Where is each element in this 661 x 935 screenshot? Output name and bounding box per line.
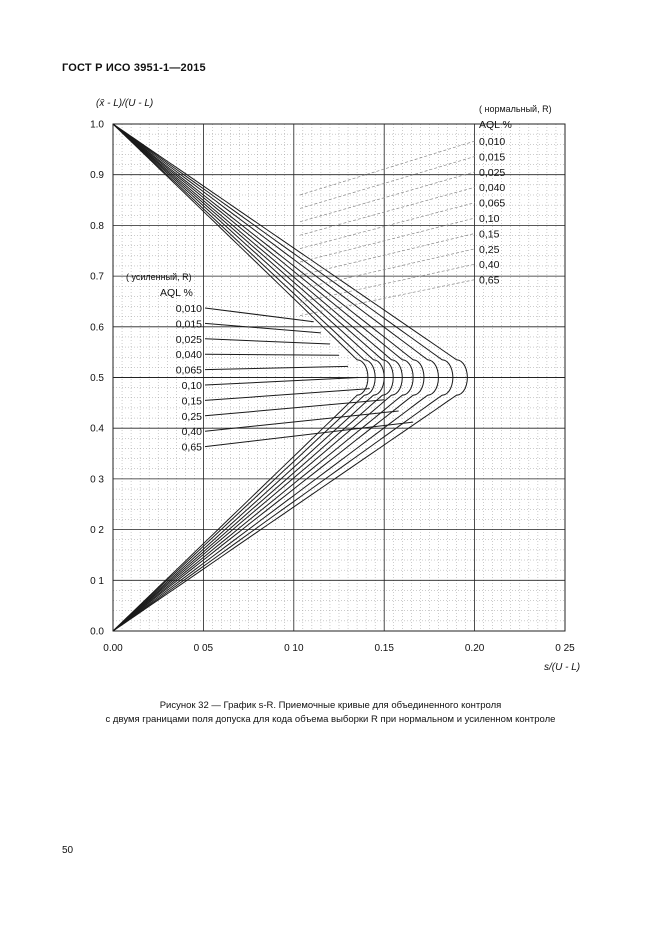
tightened-leader-line	[205, 323, 321, 332]
figure-caption-line-2: с двумя границами поля допуска для кода объема выборки R при нормальном и усиленном контроле	[105, 714, 556, 725]
y-tick-label: 0.6	[90, 322, 104, 334]
document-header: ГОСТ Р ИСО 3951-1—2015	[62, 62, 206, 74]
normal-legend-entry: 0,65	[479, 274, 500, 287]
tightened-leader-line	[205, 366, 348, 369]
tightened-legend-entry: 0,25	[181, 410, 202, 423]
normal-legend-entry: 0,040	[479, 182, 506, 195]
y-tick-label: 1.0	[90, 119, 104, 131]
tightened-legend-entry: 0,10	[181, 380, 202, 392]
y-tick-label: 0.9	[90, 170, 104, 182]
y-tick-label: 0.4	[90, 423, 104, 435]
tightened-leader-line	[205, 378, 359, 386]
normal-legend-entry: 0,065	[479, 197, 506, 210]
normal-legend-entry: 0,015	[479, 151, 506, 164]
tightened-legend-entry: 0,015	[175, 318, 202, 331]
tightened-legend-entry: 0,65	[181, 441, 202, 454]
normal-legend-entry: 0,010	[479, 136, 506, 148]
normal-leader-line	[300, 141, 475, 195]
tightened-leader-line	[205, 354, 339, 355]
normal-legend-entry: 0,10	[479, 213, 500, 225]
x-tick-label: 0 10	[284, 643, 304, 654]
y-tick-label: 0 1	[90, 575, 104, 587]
tightened-legend-entry: 0,065	[175, 364, 202, 377]
x-tick-label: 0 05	[193, 643, 214, 654]
tightened-leader-line	[205, 389, 370, 401]
tightened-legend-entry: 0,025	[175, 333, 202, 346]
x-tick-label: 0 25	[555, 643, 575, 654]
normal-legend-entry: 0,25	[479, 243, 500, 256]
tightened-legend	[126, 272, 202, 454]
y-tick-label: 0.8	[90, 220, 104, 232]
x-tick-label: 0.00	[103, 643, 123, 654]
tightened-legend-entry: 0,15	[181, 395, 202, 408]
tightened-leader-line	[205, 422, 413, 446]
tightened-legend-entry: 0,010	[175, 303, 202, 315]
y-tick-label: 0.5	[90, 373, 104, 384]
tightened-legend-entry: 0,40	[181, 426, 202, 439]
y-tick-label: 0.0	[90, 626, 104, 638]
y-tick-label: 0 3	[90, 474, 104, 486]
y-axis-title: (x̄ - L)/(U - L)	[96, 98, 154, 109]
normal-legend-entry: 0,025	[479, 166, 506, 179]
normal-legend	[479, 104, 552, 287]
tightened-leader-line	[205, 339, 330, 344]
normal-legend-entry: 0,40	[479, 259, 500, 272]
tightened-legend-aql-label: AQL %	[160, 287, 193, 299]
normal-legend-entry: 0,15	[479, 228, 500, 241]
x-tick-label: 0.15	[374, 643, 394, 654]
normal-legend-header: ( нормальный, R)	[479, 104, 552, 114]
tightened-legend-entry: 0,040	[175, 349, 202, 362]
normal-leader-line	[300, 156, 475, 208]
x-axis-title: s/(U - L)	[544, 662, 581, 673]
tightened-legend-header: ( усиленный, R)	[126, 272, 192, 282]
y-tick-label: 0.7	[90, 271, 104, 283]
figure-caption-line-1: Рисунок 32 — График s-R. Приемочные кривые для объединенного контроля	[159, 700, 502, 711]
normal-legend-aql-label: AQL %	[479, 119, 512, 131]
normal-leader-line	[300, 187, 475, 235]
normal-leader-line	[300, 172, 475, 222]
x-tick-label: 0.20	[464, 643, 485, 654]
page-number: 50	[62, 845, 74, 856]
tightened-leader-line	[205, 400, 384, 416]
y-tick-label: 0 2	[90, 525, 104, 537]
